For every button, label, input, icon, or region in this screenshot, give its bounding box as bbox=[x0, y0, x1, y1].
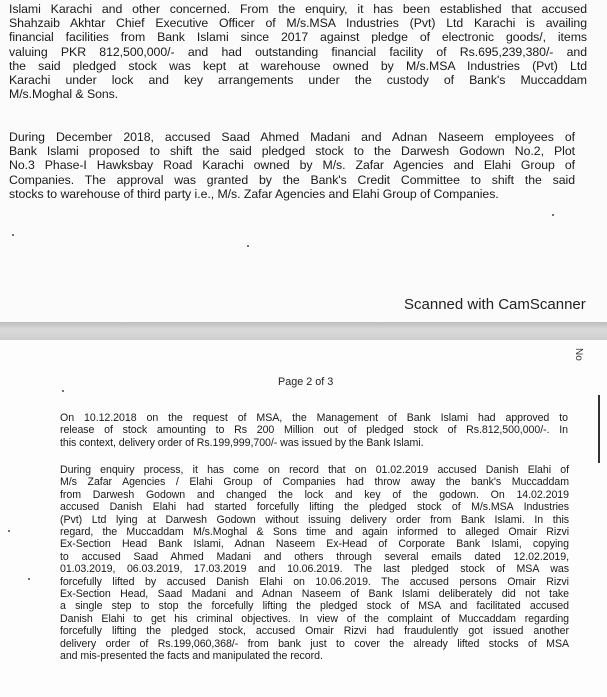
text-line: During enquiry process, it has come on record that on 01.02.2019 accused Danish Elahi of bbox=[60, 464, 569, 476]
page-divider bbox=[0, 322, 607, 340]
text-line: (Pvt) Ltd lying at Darwesh Godown without issuing delivery order from Bank Islami. In this bbox=[60, 513, 569, 526]
text-line: valuing PKR 812,500,000/- and had outstanding financial facility of Rs.695,239,380/- and bbox=[9, 44, 587, 59]
text-line: M/s Zafar Agencies / Elahi Group of Companies had throw away the bank's Muccaddam bbox=[60, 476, 569, 489]
scan-streak bbox=[598, 395, 600, 463]
text-line: No.3 Phase-I Hawksbay Road Karachi owned by M/s. Zafar Agencies and Elahi Group of bbox=[9, 158, 575, 173]
text-line: On 10.12.2018 on the request of MSA, the Management of Bank Islami had approved to bbox=[60, 412, 568, 424]
text-line: and mis-presented the facts and manipulated the record. bbox=[60, 650, 323, 663]
text-line: Shahzaib Akhtar Chief Executive Officer of M/s.MSA Industries (Pvt) Ltd Karachi is availing bbox=[9, 16, 587, 31]
text-line: Ex-Section Head, Saad Madani and Adnan Naseem of Bank Islami deliberately did not take bbox=[60, 588, 569, 601]
text-line: Companies. The approval was granted by the Bank's Credit Committee to shift the said bbox=[9, 172, 575, 187]
text-line: Islami Karachi and other concerned. From the enquiry, it has been established that accused bbox=[9, 2, 587, 16]
text-line: accused Danish Elahi had started forcefully lifting the pledged stock of M/s.MSA Industries bbox=[60, 501, 569, 514]
text-line: Danish Elahi to get his criminal objectives. In view of the complaint of Muccaddam regarding bbox=[60, 612, 569, 625]
scan-speck bbox=[247, 245, 249, 247]
page1-paragraph-1 bbox=[9, 2, 587, 101]
text-line: the said pledged stock was kept at warehouse owned by M/s.MSA Industries (Pvt) Ltd bbox=[9, 58, 587, 73]
text-line: from Darwesh Godown and changed the lock and key of the godown. On 14.02.2019 bbox=[60, 488, 569, 501]
text-line: M/s.Moghal & Sons. bbox=[9, 87, 119, 102]
text-line: forcefully lifting the pledged stock, accused Omair Rizvi had fraudulently got issued another bbox=[60, 625, 569, 638]
page-number: Page 2 of 3 bbox=[278, 376, 334, 388]
text-line: Bank Islami proposed to shift the said pledged stock to the Darwesh Godown No.2, Plot bbox=[9, 144, 575, 159]
text-line: forcefully lifted by accused Danish Elahi on 10.06.2019. The accused persons Omair Rizvi bbox=[60, 575, 569, 588]
page2-paragraph-1 bbox=[60, 412, 568, 449]
text-line: Ex-Section Head Bank Islami, Adnan Naseem Ex-Head of Corporate Bank Islami, copying bbox=[60, 538, 569, 551]
camscanner-watermark: Scanned with CamScanner bbox=[404, 296, 586, 313]
scan-speck bbox=[8, 530, 10, 532]
page2-paragraph-2 bbox=[60, 464, 569, 663]
text-line: to accused Saad Ahmed Madani and others through several emails dated 12.02.2019, bbox=[60, 550, 569, 563]
text-line: a single step to stop the forcefully lifting the pledged stock of MSA and facilitated accused bbox=[60, 600, 569, 613]
text-line: During December 2018, accused Saad Ahmed Madani and Adnan Naseem employees of bbox=[9, 130, 575, 144]
text-line: regard, the Muccaddam M/s.Moghal & Sons time and again informed to alleged Omair Rizvi bbox=[60, 526, 569, 539]
text-line: delivery order of Rs.199,060,368/- from bank just to cover the already lifted stocks of MSA bbox=[60, 637, 569, 650]
text-line: Karachi under lock and key arrangements under the custody of Bank's Muccaddam bbox=[9, 73, 587, 88]
text-line: 01.03.2019, 06.03.2019, 17.03.2019 and 10.06.2019. The last pledged stock of MSA was bbox=[60, 563, 569, 576]
scan-speck bbox=[552, 214, 554, 216]
scan-speck bbox=[28, 578, 30, 580]
page1-paragraph-2 bbox=[9, 130, 575, 201]
text-line: release of stock amounting to Rs 200 Million out of pledged stock of Rs.812,500,000/-. In bbox=[60, 424, 568, 437]
text-line: this context, delivery order of Rs.199,999,700/- was issued by the Bank Islami. bbox=[60, 436, 424, 449]
scanned-page-1 bbox=[0, 0, 607, 322]
scanned-page-2 bbox=[0, 340, 607, 697]
text-line: stocks to warehouse of third party i.e., M/s. Zafar Agencies and Elahi Group of Companies. bbox=[9, 186, 499, 201]
scan-speck bbox=[62, 390, 64, 392]
margin-mark: No bbox=[573, 348, 584, 361]
scan-speck bbox=[12, 234, 14, 236]
text-line: financial facilities from Bank Islami since 2017 against pledge of electronic goods/, items bbox=[9, 30, 587, 45]
